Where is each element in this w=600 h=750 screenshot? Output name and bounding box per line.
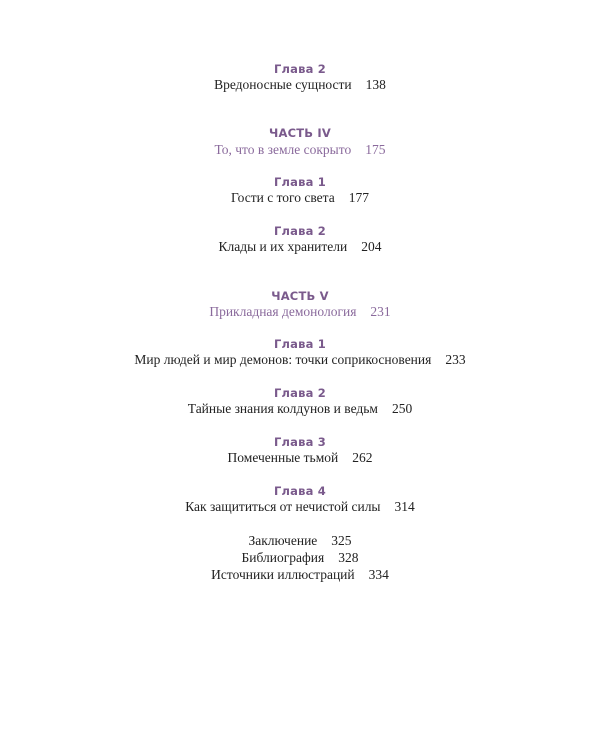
toc-entry bbox=[0, 567, 600, 583]
page-number: 233 bbox=[445, 352, 466, 367]
entry-title: Гости с того света bbox=[231, 190, 335, 205]
entry-title: Мир людей и мир демонов: точки соприкосновения bbox=[134, 352, 432, 367]
entry-title: Клады и их хранители bbox=[218, 239, 348, 254]
toc-entry bbox=[0, 352, 600, 368]
page-number: 204 bbox=[361, 239, 382, 254]
page-number: 138 bbox=[365, 77, 386, 92]
part-title bbox=[0, 304, 600, 320]
toc-entry bbox=[0, 190, 600, 206]
chapter-heading: Глава 1 bbox=[274, 175, 326, 189]
entry-title: Библиография bbox=[241, 550, 325, 565]
chapter-heading: Глава 4 bbox=[274, 484, 326, 498]
toc-entry bbox=[0, 550, 600, 566]
entry-title: Помеченные тьмой bbox=[227, 450, 339, 465]
page-number: 334 bbox=[368, 567, 389, 582]
entry-title: Как защититься от нечистой силы bbox=[185, 499, 381, 514]
entry-title: Вредоносные сущности bbox=[214, 77, 352, 92]
chapter-heading: Глава 2 bbox=[274, 62, 326, 76]
toc-entry bbox=[0, 533, 600, 549]
entry-title: Прикладная демонология bbox=[209, 304, 357, 319]
part-title bbox=[0, 142, 600, 158]
toc-entry bbox=[0, 77, 600, 93]
entry-title: Тайные знания колдунов и ведьм bbox=[187, 401, 378, 416]
chapter-heading: Глава 2 bbox=[274, 224, 326, 238]
part-heading: ЧАСТЬ V bbox=[271, 289, 329, 303]
toc-entry bbox=[0, 499, 600, 515]
page-number: 328 bbox=[338, 550, 359, 565]
toc-entry bbox=[0, 450, 600, 466]
page-number: 231 bbox=[370, 304, 391, 319]
part-heading: ЧАСТЬ IV bbox=[268, 126, 332, 140]
entry-title: Заключение bbox=[248, 533, 318, 548]
page-number: 314 bbox=[394, 499, 415, 514]
page-number: 175 bbox=[365, 142, 386, 157]
chapter-heading: Глава 3 bbox=[274, 435, 326, 449]
page-number: 325 bbox=[331, 533, 352, 548]
page-number: 262 bbox=[352, 450, 373, 465]
page-number: 250 bbox=[391, 401, 413, 416]
entry-title: То, что в земле сокрыто bbox=[214, 142, 352, 157]
toc-entry bbox=[0, 239, 600, 255]
entry-title: Источники иллюстраций bbox=[211, 567, 355, 582]
chapter-heading: Глава 1 bbox=[274, 337, 326, 351]
page-number: 177 bbox=[348, 190, 369, 205]
chapter-heading: Глава 2 bbox=[274, 386, 326, 400]
toc-entry bbox=[0, 401, 600, 417]
